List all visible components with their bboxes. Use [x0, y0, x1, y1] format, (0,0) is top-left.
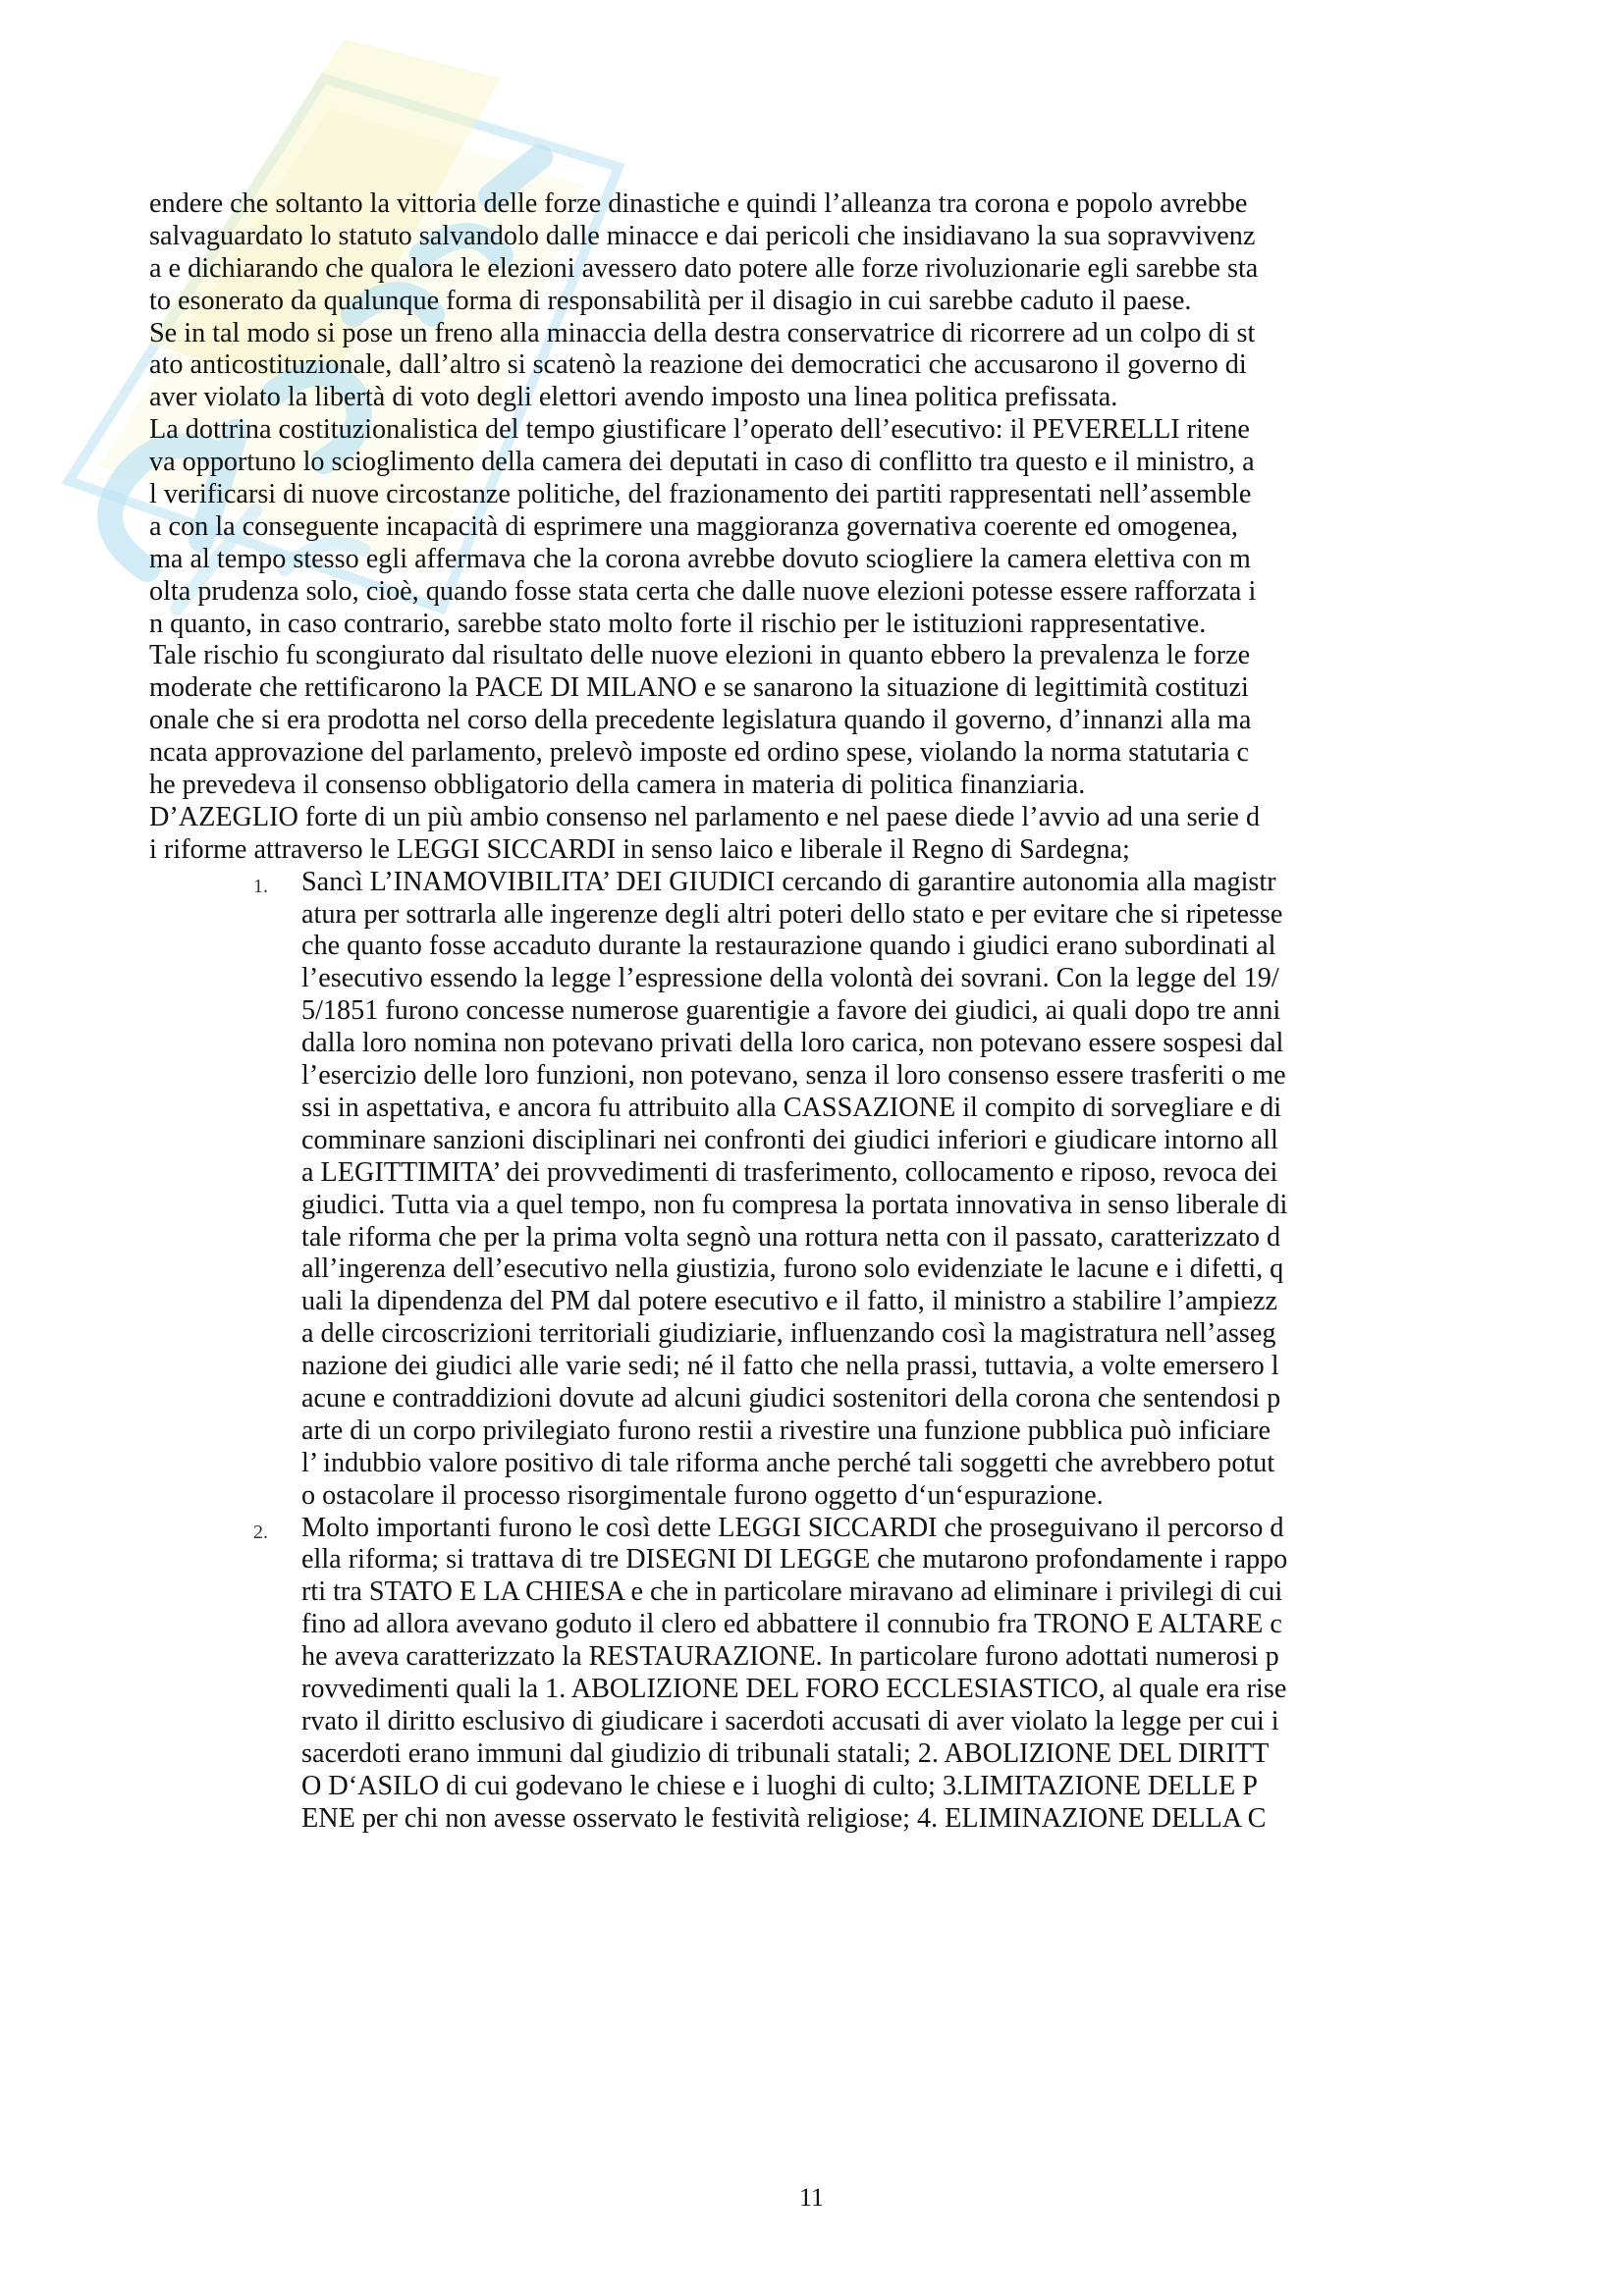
- text-line: all’ingerenza dell’esecutivo nella giustizia, furono solo evidenziate le lacune e i difetti, q: [301, 1254, 1284, 1285]
- paragraph: [149, 414, 1481, 640]
- text-line: ENE per chi non avesse osservato le festività religiose; 4. ELIMINAZIONE DELLA C: [301, 1802, 1267, 1834]
- text-line: l’esecutivo essendo la legge l’espressione della volontà dei sovrani. Con la legge del 19/: [301, 963, 1279, 994]
- paragraph: [149, 802, 1481, 867]
- text-line: aver violato la libertà di voto degli elettori avendo imposto una linea politica prefissata.: [149, 382, 1118, 413]
- numbered-list: [149, 867, 1481, 1836]
- text-line: a LEGITTIMITA’ dei provvedimenti di trasferimento, collocamento e riposo, revoca dei: [301, 1156, 1278, 1188]
- text-line: dalla loro nomina non potevano privati della loro carica, non potevano essere sospesi dal: [301, 1028, 1284, 1059]
- text-line: a e dichiarando che qualora le elezioni avessero dato potere alle forze rivoluzionarie egli sarebbe sta: [149, 252, 1259, 284]
- text-line: Molto importanti furono le così dette LEGGI SICCARDI che proseguivano il percorso d: [301, 1512, 1284, 1543]
- text-line: giudici. Tutta via a quel tempo, non fu compresa la portata innovativa in senso liberale di: [301, 1189, 1288, 1220]
- text-line: nazione dei giudici alle varie sedi; né il fatto che nella prassi, tuttavia, a volte emersero l: [301, 1351, 1279, 1382]
- text-line: ncata approvazione del parlamento, prelevò imposte ed ordino spese, violando la norma statutaria c: [149, 737, 1250, 769]
- text-line: Sancì L’INAMOVIBILITA’ DEI GIUDICI cercando di garantire autonomia alla magistr: [301, 866, 1276, 897]
- paragraph-group: [149, 188, 1481, 867]
- text-line: rti tra STATO E LA CHIESA e che in particolare miravano ad eliminare i privilegi di cui: [301, 1576, 1283, 1608]
- text-line: salvaguardato lo statuto salvandolo dalle minacce e dai pericoli che insidiavano la sua sopravvivenz: [149, 220, 1256, 251]
- text-line: fino ad allora avevano goduto il clero ed abbattere il connubio fra TRONO E ALTARE c: [301, 1609, 1282, 1640]
- text-line: ssi in aspettativa, e ancora fu attribuito alla CASSAZIONE il compito di sorvegliare e di: [301, 1092, 1282, 1123]
- text-line: va opportuno lo scioglimento della camera dei deputati in caso di conflitto tra questo e il ministro, a: [149, 447, 1255, 478]
- text-line: Se in tal modo si pose un freno alla minaccia della destra conservatrice di ricorrere ad un colpo di st: [149, 317, 1256, 348]
- text-line: che quanto fosse accaduto durante la restaurazione quando i giudici erano subordinati al: [301, 931, 1276, 962]
- text-line: l’esercizio delle loro funzioni, non potevano, senza il loro consenso essere trasferiti o me: [301, 1060, 1286, 1092]
- text-line: arte di un corpo privilegiato furono restii a rivestire una funzione pubblica può inficiare: [301, 1415, 1271, 1446]
- text-line: O D‘ASILO di cui godevano le chiese e i luoghi di culto; 3.LIMITAZIONE DELLE P: [301, 1770, 1258, 1801]
- text-line: l verificarsi di nuove circostanze politiche, del frazionamento dei partiti rappresentati nell’assemble: [149, 479, 1252, 510]
- text-line: comminare sanzioni disciplinari nei confronti dei giudici inferiori e giudicare intorno all: [301, 1124, 1278, 1155]
- text-line: olta prudenza solo, cioè, quando fosse stata certa che dalle nuove elezioni potesse essere rafforzata i: [149, 575, 1257, 607]
- text-line: o ostacolare il processo risorgimentale furono oggetto d‘un‘espurazione.: [301, 1479, 1104, 1511]
- text-line: rvato il diritto esclusivo di giudicare i sacerdoti accusati di aver violato la legge per cui i: [301, 1705, 1279, 1736]
- text-line: La dottrina costituzionalistica del tempo giustificare l’operato dell’esecutivo: il PEVERELLI ritene: [149, 414, 1250, 446]
- text-line: ma al tempo stesso egli affermava che la corona avrebbe dovuto sciogliere la camera elettiva con m: [149, 543, 1251, 574]
- text-line: onale che si era prodotta nel corso della precedente legislatura quando il governo, d’innanzi alla ma: [149, 705, 1252, 736]
- text-line: he prevedeva il consenso obbligatorio della camera in materia di politica finanziaria.: [149, 770, 1086, 801]
- list-item: [149, 867, 1481, 1513]
- list-item: [149, 1513, 1481, 1836]
- text-line: uali la dipendenza del PM dal potere esecutivo e il fatto, il ministro a stabilire l’ampiezz: [301, 1286, 1278, 1317]
- text-line: acune e contraddizioni dovute ad alcuni giudici sostenitori della corona che sentendosi p: [301, 1382, 1281, 1414]
- list-item-number: 1.: [253, 875, 268, 897]
- text-line: to esonerato da qualunque forma di responsabilità per il disagio in cui sarebbe caduto il paese.: [149, 285, 1192, 316]
- text-line: n quanto, in caso contrario, sarebbe stato molto forte il rischio per le istituzioni rappresentative.: [149, 608, 1207, 639]
- text-line: endere che soltanto la vittoria delle forze dinastiche e quindi l’alleanza tra corona e popolo avrebbe: [149, 188, 1248, 219]
- text-line: ella riforma; si trattava di tre DISEGNI DI LEGGE che mutarono profondamente i rappo: [301, 1544, 1288, 1575]
- text-line: l’ indubbio valore positivo di tale riforma anche perché tali soggetti che avrebbero potut: [301, 1447, 1275, 1478]
- text-line: moderate che rettificarono la PACE DI MILANO e se sanarono la situazione di legittimità costituzi: [149, 672, 1249, 704]
- text-line: sacerdoti erano immuni dal giudizio di tribunali statali; 2. ABOLIZIONE DEL DIRITT: [301, 1737, 1270, 1769]
- text-line: i riforme attraverso le LEGGI SICCARDI in senso laico e liberale il Regno di Sardegna;: [149, 833, 1130, 865]
- page-number: 11: [798, 2183, 825, 2212]
- text-line: ato anticostituzionale, dall’altro si scatenò la reazione dei democratici che accusarono il governo di: [149, 349, 1247, 381]
- text-line: D’AZEGLIO forte di un più ambio consenso nel parlamento e nel paese diede l’avvio ad una serie d: [149, 801, 1261, 832]
- document-body: [149, 188, 1481, 1835]
- text-line: a con la conseguente incapacità di esprimere una maggioranza governativa coerente ed omogenea,: [149, 510, 1238, 542]
- paragraph: [149, 318, 1481, 415]
- text-line: tale riforma che per la prima volta segnò una rottura netta con il passato, caratterizzato d: [301, 1221, 1281, 1253]
- text-line: he aveva caratterizzato la RESTAURAZIONE. In particolare furono adottati numerosi p: [301, 1641, 1279, 1673]
- text-line: rovvedimenti quali la 1. ABOLIZIONE DEL FORO ECCLESIASTICO, al quale era rise: [301, 1673, 1287, 1704]
- text-line: a delle circoscrizioni territoriali giudiziarie, influenzando così la magistratura nell’asseg: [301, 1318, 1276, 1350]
- text-line: 5/1851 furono concesse numerose guarentigie a favore dei giudici, ai quali dopo tre anni: [301, 995, 1281, 1027]
- text-line: atura per sottrarla alle ingerenze degli altri poteri dello stato e per evitare che si ripetesse: [301, 898, 1283, 930]
- paragraph: [149, 640, 1481, 801]
- paragraph: [149, 188, 1481, 318]
- text-line: Tale rischio fu scongiurato dal risultato delle nuove elezioni in quanto ebbero la prevalenza le forze: [149, 640, 1251, 671]
- list-item-number: 2.: [253, 1521, 268, 1543]
